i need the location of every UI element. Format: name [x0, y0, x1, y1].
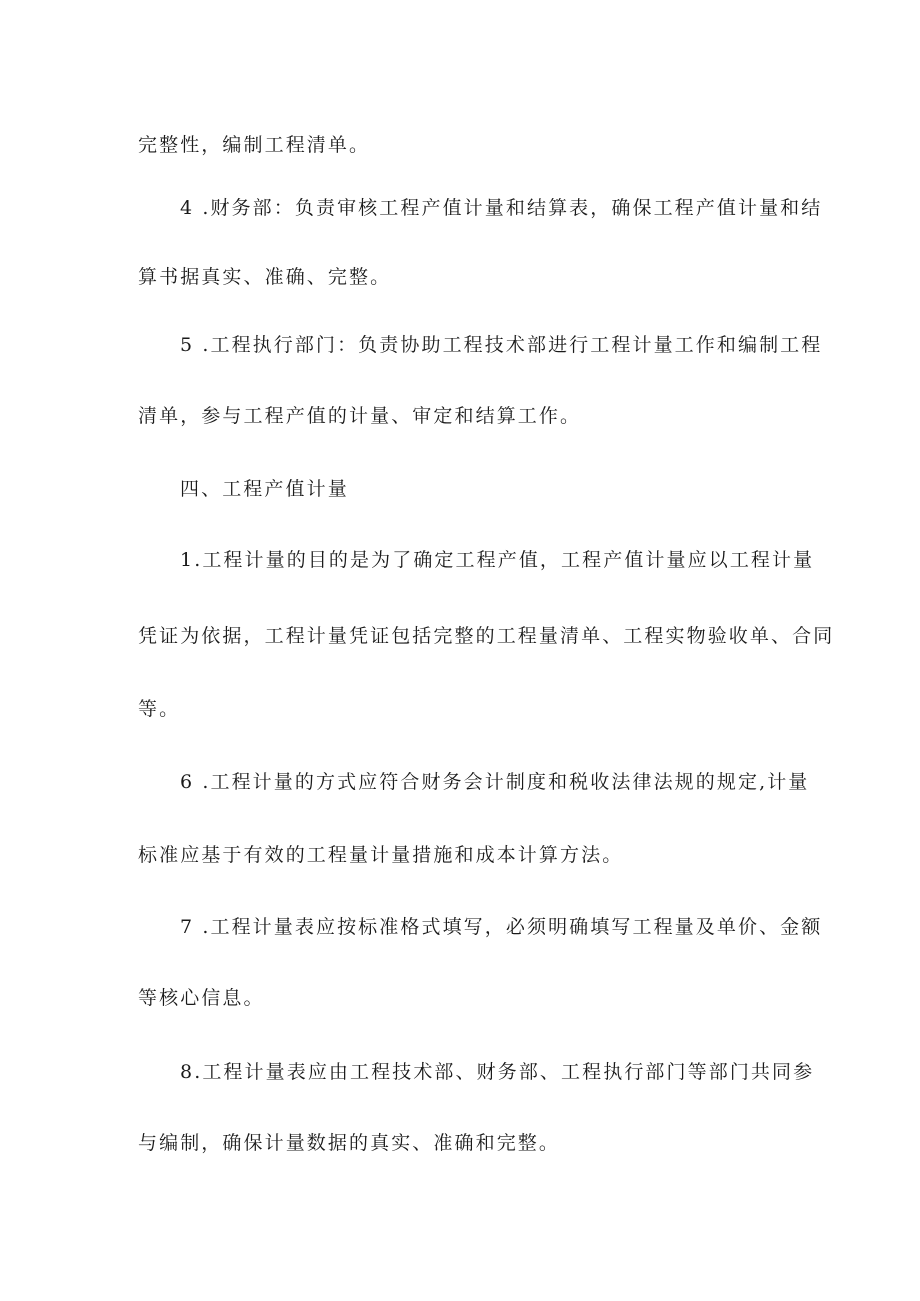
paragraph-line: 等核心信息。 — [138, 987, 265, 1009]
paragraph-line: 标准应基于有效的工程量计量措施和成本计算方法。 — [138, 844, 624, 866]
paragraph-line: 清单，参与工程产值的计量、审定和结算工作。 — [138, 405, 582, 427]
paragraph-line-item-7: 7 .工程计量表应按标准格式填写，必须明确填写工程量及单价、金额 — [180, 916, 823, 938]
paragraph-line-item-4: 4 .财务部：负责审核工程产值计量和结算表，确保工程产值计量和结 — [180, 197, 823, 219]
paragraph-line: 与编制，确保计量数据的真实、准确和完整。 — [138, 1132, 561, 1154]
paragraph-line-item-1: 1.工程计量的目的是为了确定工程产值，工程产值计量应以工程计量 — [180, 549, 815, 571]
paragraph-line-item-6: 6 .工程计量的方式应符合财务会计制度和税收法律法规的规定,计量 — [180, 771, 810, 793]
paragraph-line-item-5: 5 .工程执行部门：负责协助工程技术部进行工程计量工作和编制工程 — [180, 334, 823, 356]
paragraph-line: 算书据真实、准确、完整。 — [138, 266, 392, 288]
paragraph-line-item-8: 8.工程计量表应由工程技术部、财务部、工程执行部门等部门共同参 — [180, 1061, 815, 1083]
paragraph-line-continuation: 完整性，编制工程清单。 — [138, 134, 371, 156]
section-heading: 四、工程产值计量 — [180, 478, 349, 500]
paragraph-line: 凭证为依据，工程计量凭证包括完整的工程量清单、工程实物验收单、合同 — [138, 625, 835, 647]
paragraph-line: 等。 — [138, 698, 181, 720]
